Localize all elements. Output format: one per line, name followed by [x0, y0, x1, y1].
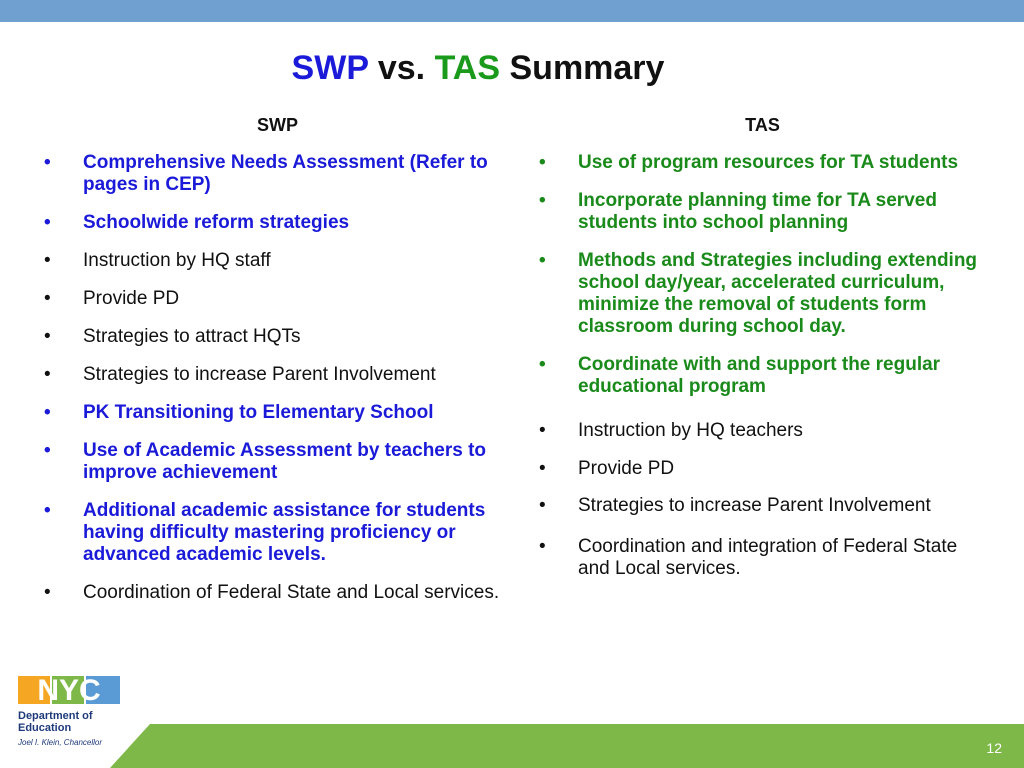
bullet-icon: •: [44, 402, 51, 423]
swp-item-text: Schoolwide reform strategies: [83, 212, 350, 233]
swp-item-text: PK Transitioning to Elementary School: [83, 402, 434, 423]
swp-item: [40, 364, 515, 386]
tas-item-text: Coordination and integration of Federal State and Local services.: [578, 536, 958, 579]
bullet-icon: •: [44, 364, 51, 385]
swp-item-text: Strategies to attract HQTs: [83, 326, 301, 347]
swp-list: [40, 152, 515, 604]
bullet-icon: •: [44, 326, 51, 347]
tas-item-text: Use of program resources for TA students: [578, 152, 959, 173]
title-summary: Summary: [500, 49, 665, 87]
swp-item-text: Use of Academic Assessment by teachers to improve achievement: [83, 440, 487, 483]
title-vs: vs.: [368, 49, 435, 87]
tas-item: [535, 190, 990, 234]
bullet-icon: •: [44, 440, 51, 461]
tas-item-text: Methods and Strategies including extending school day/year, accelerated curriculum, minimize the removal of students form classroom during school day.: [578, 250, 978, 337]
swp-item: [40, 326, 515, 348]
tas-item-text: Provide PD: [578, 458, 675, 479]
bullet-icon: •: [44, 250, 51, 271]
logo-chancellor: Joel I. Klein, Chancellor: [18, 738, 103, 747]
swp-item: [40, 582, 515, 604]
logo-line2: Education: [18, 722, 72, 734]
tas-item-text: Coordinate with and support the regular educational program: [578, 354, 941, 397]
tas-item-text: Incorporate planning time for TA served students into school planning: [578, 190, 937, 233]
bullet-icon: •: [539, 250, 546, 271]
swp-item-text: Additional academic assistance for students having difficulty mastering proficiency or advanced academic levels.: [83, 500, 486, 565]
bullet-icon: •: [539, 152, 546, 173]
tas-item: [535, 152, 990, 174]
bullet-icon: •: [44, 212, 51, 233]
swp-item: [40, 402, 515, 424]
swp-item: [40, 212, 515, 234]
tas-item: [535, 458, 990, 480]
top-bar: [0, 0, 1024, 22]
bullet-icon: •: [44, 152, 51, 173]
page-number: 12: [986, 740, 1002, 756]
bullet-icon: •: [539, 495, 546, 516]
swp-column: [40, 114, 515, 604]
logo-line1: Department of: [18, 710, 93, 722]
tas-item-text: Strategies to increase Parent Involvement: [578, 495, 931, 516]
bullet-icon: •: [539, 190, 546, 211]
tas-list: [535, 152, 990, 580]
bullet-icon: •: [539, 420, 546, 441]
title-tas: TAS: [434, 49, 501, 87]
swp-item-text: Instruction by HQ staff: [83, 250, 271, 271]
tas-column: [535, 114, 990, 580]
bullet-icon: •: [44, 582, 51, 603]
footer-band: [0, 724, 1024, 768]
swp-item: [40, 500, 515, 566]
bullet-icon: •: [539, 536, 546, 557]
swp-heading: SWP: [256, 115, 298, 135]
swp-item: [40, 250, 515, 272]
logo-mark: NYC: [37, 674, 101, 707]
swp-item-text: Provide PD: [83, 288, 180, 309]
tas-heading: TAS: [745, 115, 780, 135]
swp-item-text: Coordination of Federal State and Local services.: [83, 582, 500, 603]
swp-item: [40, 152, 515, 196]
tas-item: [535, 420, 990, 442]
title-swp: SWP: [291, 49, 369, 87]
tas-item: [535, 492, 990, 520]
tas-item: [535, 536, 990, 580]
bullet-icon: •: [539, 458, 546, 479]
slide-title: [0, 48, 956, 88]
swp-item-text: Strategies to increase Parent Involvement: [83, 364, 436, 385]
swp-item: [40, 288, 515, 310]
tas-item: [535, 250, 990, 338]
bullet-icon: •: [44, 288, 51, 309]
swp-item: [40, 440, 515, 484]
tas-item-text: Instruction by HQ teachers: [578, 420, 803, 441]
bullet-icon: •: [44, 500, 51, 521]
tas-item: [535, 354, 990, 398]
bullet-icon: •: [539, 354, 546, 375]
swp-item-text: Comprehensive Needs Assessment (Refer to pages in CEP): [83, 152, 488, 195]
